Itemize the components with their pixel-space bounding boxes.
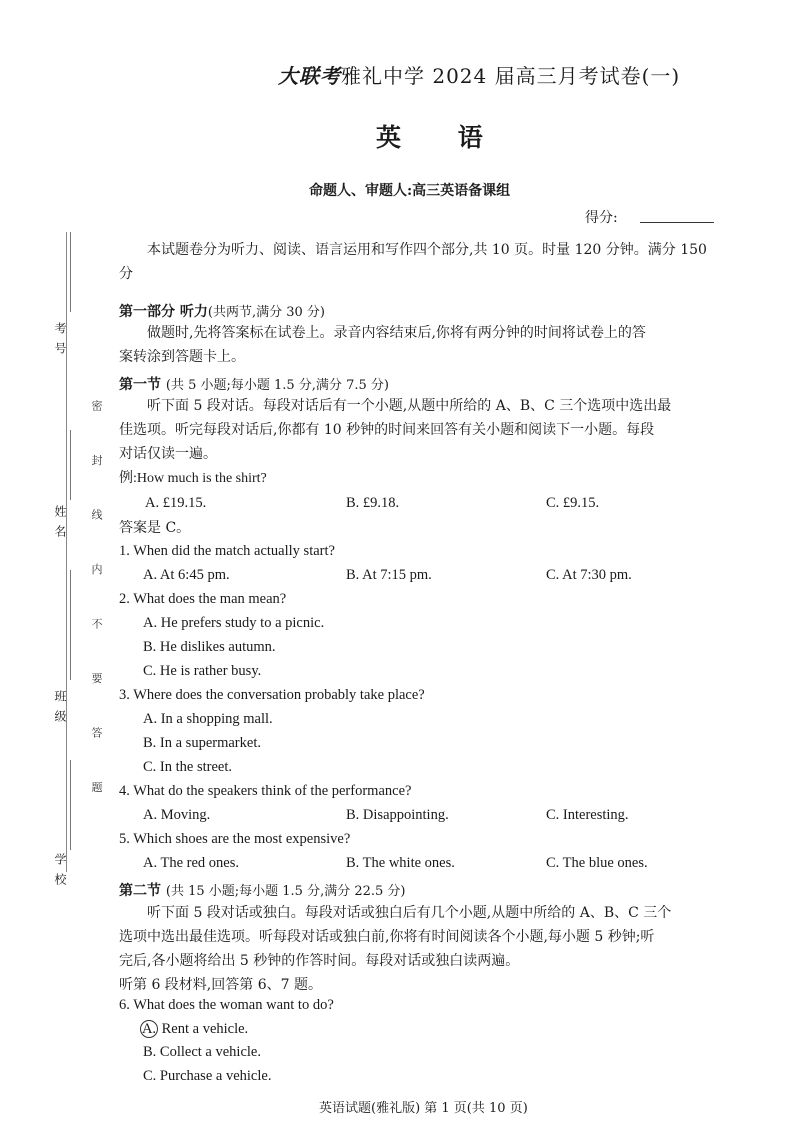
section2-instr-3: 完后,各小题将给出 5 秒钟的作答时间。每段对话或独白读两遍。 — [119, 953, 520, 969]
class-underline — [70, 570, 71, 680]
part1-instr-1: 做题时,先将答案标在试卷上。录音内容结束后,你将有两分钟的时间将试卷上的答 — [147, 325, 646, 341]
example-question: 例:How much is the shirt? — [119, 471, 267, 486]
part1-title: 第一部分 听力 — [119, 304, 208, 320]
q6-option-a-circled-letter: A. — [141, 1021, 157, 1037]
part1-instr-2: 案转涂到答题卡上。 — [119, 349, 245, 365]
example-option-a: A. £19.15. — [145, 495, 207, 511]
exam-title-text: 雅礼中学 2024 届高三月考试卷(一) — [341, 64, 681, 88]
school-underline — [70, 760, 71, 850]
question-3: 3. Where does the conversation probably take place? — [119, 687, 425, 703]
exam-brand: 大联考 — [278, 64, 341, 88]
section2-note: (共 15 小题;每小题 1.5 分,满分 22.5 分) — [165, 884, 406, 899]
section1-instr-1: 听下面 5 段对话。每段对话后有一个小题,从题中所给的 A、B、C 三个选项中选出最 — [147, 398, 672, 414]
q6-option-a-text: Rent a vehicle. — [161, 1021, 249, 1037]
number-label: 考 号 — [53, 322, 67, 356]
school-label: 学 校 — [53, 853, 67, 887]
page-footer: 英语试题(雅礼版) 第 1 页(共 10 页) — [319, 1101, 528, 1116]
intro-line-1: 本试题卷分为听力、阅读、语言运用和写作四个部分,共 10 页。时量 120 分钟。满分 150 — [147, 242, 707, 258]
score-blank — [640, 222, 714, 223]
q3-option-a: A. In a shopping mall. — [143, 711, 273, 727]
part1-heading — [119, 301, 325, 321]
example-option-c: C. £9.15. — [546, 495, 600, 511]
question-6: 6. What does the woman want to do? — [119, 997, 334, 1013]
score-label: 得分: — [585, 210, 618, 226]
section2-instr-2: 选项中选出最佳选项。听每段对话或独白前,你将有时间阅读各个小题,每小题 5 秒钟;听 — [119, 929, 655, 945]
question-4: 4. What do the speakers think of the performance? — [119, 783, 412, 799]
section1-instr-3: 对话仅读一遍。 — [119, 446, 217, 462]
q5-option-a: A. The red ones. — [143, 855, 239, 871]
section1-title: 第一节 — [119, 377, 161, 393]
question-1: 1. When did the match actually start? — [119, 543, 335, 559]
authors-line: 命题人、审题人:高三英语备课组 — [309, 183, 511, 199]
q4-option-a: A. Moving. — [143, 807, 211, 823]
section2-heading — [119, 880, 406, 900]
example-option-b: B. £9.18. — [346, 495, 400, 511]
q3-option-c: C. In the street. — [143, 759, 232, 775]
subject-title: 英 语 — [376, 123, 507, 152]
q6-option-a — [143, 1020, 248, 1038]
name-label: 姓 名 — [53, 505, 67, 539]
name-underline — [70, 430, 71, 500]
section1-heading — [119, 374, 389, 394]
q1-option-b: B. At 7:15 pm. — [346, 567, 432, 583]
q3-option-b: B. In a supermarket. — [143, 735, 261, 751]
q6-option-c: C. Purchase a vehicle. — [143, 1068, 272, 1084]
section1-instr-2: 佳选项。听完每段对话后,你都有 10 秒钟的时间来回答有关小题和阅读下一小题。每段 — [119, 422, 655, 438]
part1-note: (共两节,满分 30 分) — [207, 305, 325, 320]
q6-option-b: B. Collect a vehicle. — [143, 1044, 261, 1060]
question-2: 2. What does the man mean? — [119, 591, 287, 607]
q1-option-c: C. At 7:30 pm. — [546, 567, 632, 583]
q2-option-b: B. He dislikes autumn. — [143, 639, 276, 655]
intro-line-2: 分 — [119, 266, 133, 282]
material-6-label: 听第 6 段材料,回答第 6、7 题。 — [119, 977, 322, 993]
class-label: 班 级 — [53, 690, 67, 724]
section2-instr-1: 听下面 5 段对话或独白。每段对话或独白后有几个小题,从题中所给的 A、B、C 三个 — [147, 905, 672, 921]
section1-note: (共 5 小题;每小题 1.5 分,满分 7.5 分) — [165, 378, 389, 393]
q5-option-c: C. The blue ones. — [546, 855, 648, 871]
q4-option-b: B. Disappointing. — [346, 807, 449, 823]
section2-title: 第二节 — [119, 883, 161, 899]
q1-option-a: A. At 6:45 pm. — [143, 567, 230, 583]
q5-option-b: B. The white ones. — [346, 855, 455, 871]
number-underline — [70, 232, 71, 312]
example-answer: 答案是 C。 — [119, 520, 191, 536]
q2-option-c: C. He is rather busy. — [143, 663, 262, 679]
q4-option-c: C. Interesting. — [546, 807, 629, 823]
seal-line-text: 密 封 线 内 不 要 答 题 — [90, 400, 103, 813]
exam-title — [278, 60, 680, 89]
q2-option-a: A. He prefers study to a picnic. — [143, 615, 325, 631]
question-5: 5. Which shoes are the most expensive? — [119, 831, 351, 847]
